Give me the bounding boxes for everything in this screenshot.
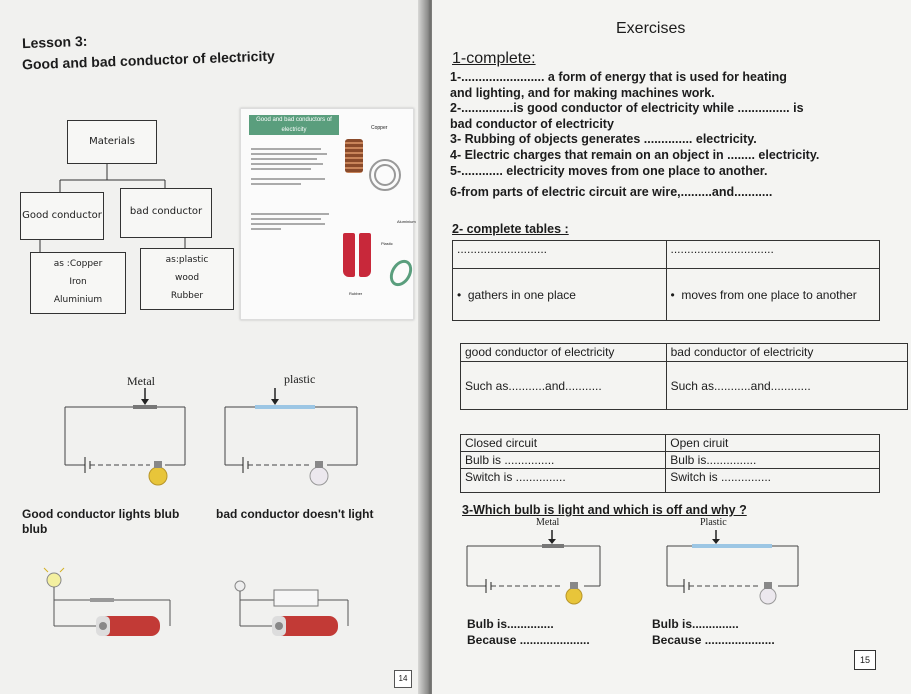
materials-label: Materials [89,136,135,147]
example-plastic: as:plastic [165,255,209,265]
table3-header-2: Open ciruit [666,435,880,452]
exercise-metal-label: Metal [536,517,560,528]
question-2b: bad conductor of electricity [450,116,614,131]
right-page [432,0,911,694]
question-3: 3- Rubbing of objects generates .............. electricity. [450,132,757,147]
table1-cell-2: • moves from one place to another [666,269,880,321]
table3-header-1: Closed circuit [461,435,666,452]
boot-icon-left [343,233,355,277]
exercises-header: Exercises [616,20,686,37]
because-answer-1: Because ..................... [467,633,590,647]
wire-roll-icon [369,159,401,191]
textbook-image [240,108,414,320]
circuit-diagrams-left [55,385,395,500]
section-complete: 1-complete: [452,50,536,67]
good-conductor-label: Good conductor [22,210,102,221]
example-rubber: Rubber [170,291,204,301]
good-examples-box [30,252,126,314]
copper-coil-icon [345,139,363,173]
table2-cell-2: Such as...........and............ [666,362,907,410]
battery-circuit-unlit [235,581,348,636]
question-1b: and lighting, and for making machines work. [450,85,715,100]
example-iron: Iron [69,277,87,287]
table1-cell-2-text: moves from one place to another [681,287,857,302]
plastic-tag: Plastic [381,241,393,246]
green-wire-icon [385,256,416,290]
textbook-text-lines [251,145,331,233]
bulb-answer-1: Bulb is.............. [467,617,554,631]
bad-conductor-label: bad conductor [129,206,203,217]
question-5: 5-............ electricity moves from one place to another. [450,163,768,178]
circuit-metal [65,388,185,485]
table1-cell-1: • gathers in one place [453,269,667,321]
rubber-tag: Rubber [349,291,363,296]
circuit-diagrams-right [462,528,842,610]
left-page [0,0,425,694]
exercise-circuit-plastic [667,530,798,604]
page-number-right: 15 [854,650,876,670]
exercise-plastic-label: Plastic [700,517,727,528]
lesson-label: Lesson 3: [21,32,88,52]
lesson-title: Good and bad conductor of electricity [21,47,276,73]
answer-block-1 [467,616,590,648]
bulb-answer-2: Bulb is.............. [652,617,739,631]
table2-header-1: good conductor of electricity [461,344,667,362]
copper-tag: Copper [371,125,388,131]
battery-circuit-lit [44,568,170,636]
caption-bad-conductor: bad conductor doesn't light [216,507,374,521]
questions-block [450,70,908,201]
circuit-plastic [225,388,357,485]
example-copper: as :Copper [53,259,103,269]
metal-label: Metal [127,374,155,388]
page-number-left: 14 [394,670,412,688]
table-conductors [460,343,908,410]
question-1a: 1-........................ a form of energy that is used for heating [450,70,787,84]
plastic-label: plastic [284,372,316,386]
section-tables: 2- complete tables : [452,222,569,236]
question-4: 4- Electric charges that remain on an object in ........ electricity. [450,147,820,162]
table2-cell-1: Such as...........and........... [461,362,667,410]
question-2a: 2-...............is good conductor of electricity while ............... is [450,101,804,116]
example-aluminium: Aluminium [53,295,103,305]
question-6: 6-from parts of electric circuit are wire,.........and........... [450,185,773,200]
answer-block-2 [652,616,775,648]
battery-circuits [30,560,360,650]
table1-header-1: ........................... [453,241,667,269]
table3-r2c2: Switch is ............... [666,469,880,493]
caption-good-conductor: Good conductor lights blub blub [22,507,180,536]
table-circuits [460,434,880,493]
textbook-heading: Good and bad conductors of electricity [249,115,339,135]
aluminium-tag: Aluminium [397,219,416,224]
table1-header-2: ............................... [666,241,880,269]
table1-cell-1-text: gathers in one place [467,287,576,302]
exercise-circuit-metal [467,530,600,604]
table3-r1c1: Bulb is ............... [461,452,666,469]
table-electricity-types [452,240,880,321]
materials-box [67,120,157,164]
good-conductor-box [20,192,104,240]
bad-examples-box [140,248,234,310]
boot-icon-right [359,233,371,277]
because-answer-2: Because ..................... [652,633,775,647]
table3-r2c1: Switch is ............... [461,469,666,493]
example-wood: wood [174,273,200,283]
bad-conductor-box [120,188,212,238]
section-which-bulb: 3-Which bulb is light and which is off and why ? [462,503,747,517]
table2-header-2: bad conductor of electricity [666,344,907,362]
table3-r1c2: Bulb is............... [666,452,880,469]
